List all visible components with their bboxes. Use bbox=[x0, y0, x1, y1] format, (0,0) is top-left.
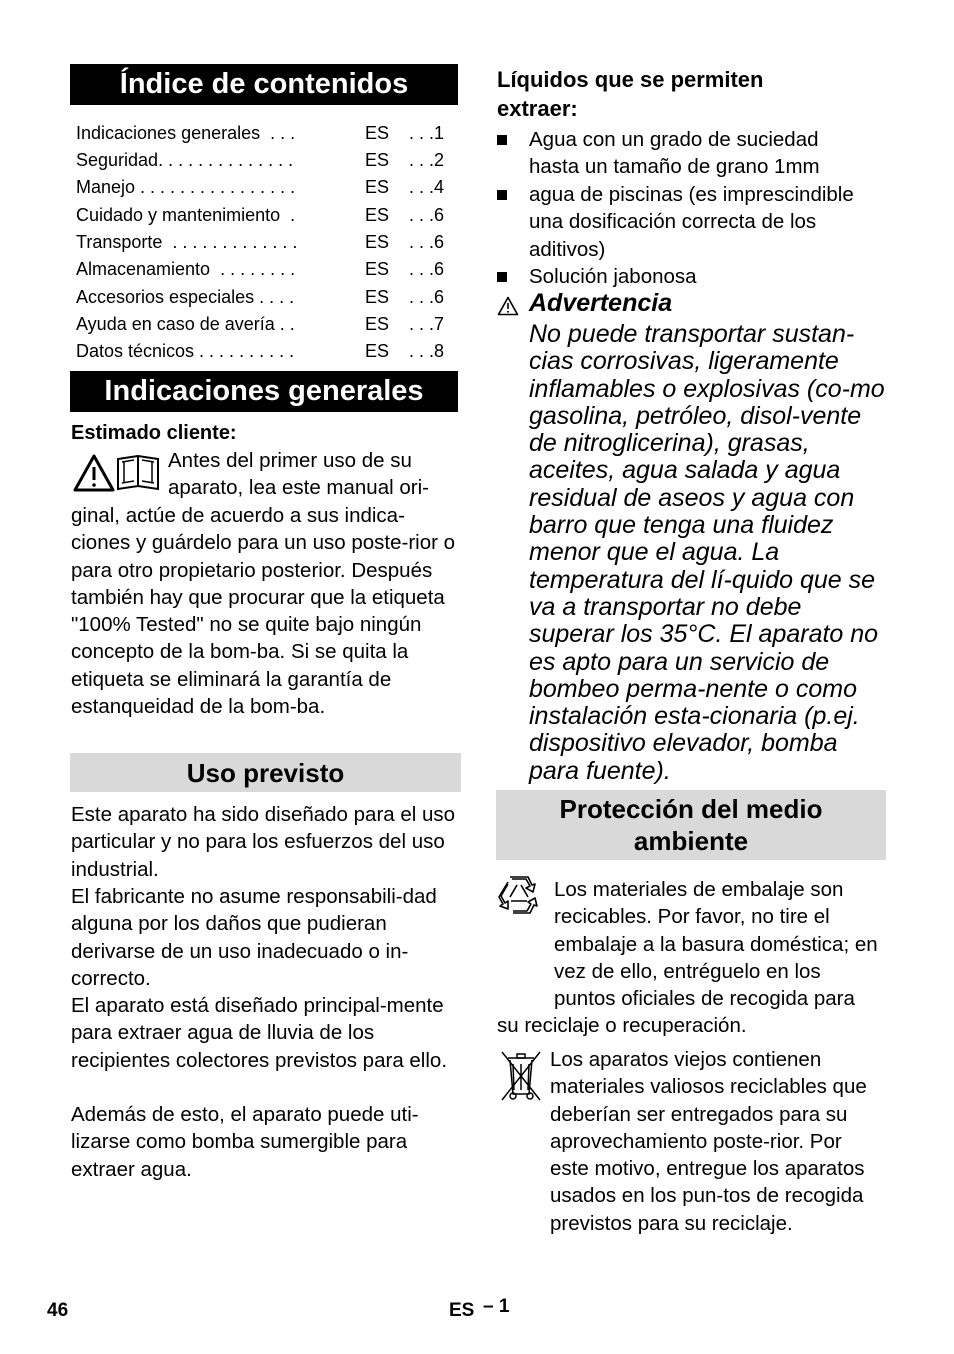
recycle-tail: su reciclaje o recuperación. bbox=[497, 1014, 747, 1037]
toc-title: Índice de contenidos bbox=[119, 68, 409, 100]
bullet-text: Solución jabonosa bbox=[529, 265, 697, 288]
uso-paragraph: El fabricante no asume responsabili-dad alguna por los daños que pudieran derivarse de un uso inadecuado o in-correcto. bbox=[71, 885, 437, 990]
toc-row[interactable] bbox=[76, 150, 456, 177]
toc-item-title: Indicaciones generales . . . bbox=[76, 123, 296, 143]
toc-item-page: . . .8 bbox=[409, 341, 445, 361]
toc-item-page: . . .2 bbox=[409, 150, 445, 170]
toc-item-lang: ES bbox=[365, 123, 390, 143]
toc-item-lang: ES bbox=[365, 177, 390, 197]
uso-paragraph: Además de esto, el aparato puede uti-lizarse como bomba sumergible para extraer agua. bbox=[71, 1103, 419, 1181]
general-heading bbox=[70, 371, 458, 412]
toc-item-title: Cuidado y mantenimiento . bbox=[76, 205, 296, 225]
toc-item-lang: ES bbox=[365, 287, 390, 307]
toc-item-lang: ES bbox=[365, 259, 390, 279]
toc-row[interactable] bbox=[76, 123, 456, 150]
toc-item-title: Transporte . . . . . . . . . . . . . bbox=[76, 232, 298, 252]
bullet-square-icon bbox=[497, 190, 507, 200]
general-title: Indicaciones generales bbox=[104, 375, 424, 407]
general-intro-line: aparato, lea este manual ori- bbox=[168, 476, 429, 499]
toc-item-title: Ayuda en caso de avería . . bbox=[76, 314, 295, 334]
uso-paragraph: Este aparato ha sido diseñado para el uso particular y no para los esfuerzos del uso industrial. bbox=[71, 803, 456, 881]
uso-paragraph: El aparato está diseñado principal-mente para extraer agua de lluvia de los recipientes colectores previstos para ello. bbox=[71, 994, 448, 1072]
toc-heading bbox=[70, 64, 458, 105]
bullet-square-icon bbox=[497, 135, 507, 145]
weee-text: Los aparatos viejos contienen materiales valiosos reciclables que deberían ser entregados para su aprovechamiento poste-rior. Por este motivo, entregue los aparatos usados en los pun-tos de recogida previstos para su reciclaje. bbox=[550, 1048, 867, 1235]
warning-label: Advertencia bbox=[529, 289, 673, 317]
page-number: 46 bbox=[47, 1300, 69, 1321]
toc-item-page: . . .6 bbox=[409, 287, 445, 307]
toc-item-lang: ES bbox=[365, 205, 390, 225]
environment-heading bbox=[496, 790, 886, 860]
toc-item-title: Almacenamiento . . . . . . . . bbox=[76, 259, 296, 279]
footer-subpage: – 1 bbox=[483, 1296, 510, 1317]
toc-row[interactable] bbox=[76, 287, 456, 314]
toc-item-title: Manejo . . . . . . . . . . . . . . . . bbox=[76, 177, 296, 197]
crossed-bin-icon bbox=[498, 1048, 544, 1102]
recycle-text: Los materiales de embalaje son recicables. Por favor, no tire el embalaje a la basura doméstica; en vez de ello, entréguelo en los puntos oficiales de recogida para bbox=[554, 878, 878, 1011]
footer-lang: ES bbox=[449, 1300, 475, 1321]
bullet-square-icon bbox=[497, 272, 507, 282]
warning-text: No puede transportar sustan-cias corrosivas, ligeramente inflamables o explosivas (co-mo gasolina, petróleo, disol-vente de nitroglicerina), grasas, aceites, agua salada y agua residual de aseos y agua con barro que tenga una fluidez menor que el agua. La temperatura del lí-quido que se va a transportar no debe superar los 35°C. El aparato no es apto para un servicio de bombeo perma-nente o como instalación esta-cionaria (p.ej. dispositivo elevador, bomba para fuente). bbox=[529, 320, 885, 785]
toc-item-lang: ES bbox=[365, 150, 390, 170]
toc-item-title: Seguridad. . . . . . . . . . . . . . bbox=[76, 150, 294, 170]
toc-row[interactable] bbox=[76, 177, 456, 204]
uso-heading bbox=[70, 753, 461, 792]
toc-item-page: . . .4 bbox=[409, 177, 445, 197]
toc-item-lang: ES bbox=[365, 341, 390, 361]
general-intro-line: Antes del primer uso de su bbox=[168, 449, 412, 472]
toc-row[interactable] bbox=[76, 259, 456, 286]
toc-item-page: . . .6 bbox=[409, 205, 445, 225]
toc-item-title: Datos técnicos . . . . . . . . . . bbox=[76, 341, 295, 361]
toc-item-page: . . .6 bbox=[409, 232, 445, 252]
general-body: ginal, actúe de acuerdo a sus indica-ciones y guárdelo para un uso poste-rior o para otro propietario posterior. Después también hay que procurar que la etiqueta "100% Tested" no se quite bajo ningún concepto de la bom-ba. Si se quita la etiqueta se eliminará la garantía de estanqueidad de la bom-ba. bbox=[71, 504, 456, 719]
toc-item-page: . . .6 bbox=[409, 259, 445, 279]
toc-row[interactable] bbox=[76, 205, 456, 232]
liquidos-title: Líquidos que se permiten extraer: bbox=[497, 67, 764, 121]
toc-row[interactable] bbox=[76, 341, 456, 368]
toc-item-lang: ES bbox=[365, 314, 390, 334]
uso-title: Uso previsto bbox=[186, 757, 345, 788]
toc-item-page: . . .1 bbox=[409, 123, 445, 143]
bullet-text: Agua con un grado de suciedad hasta un tamaño de grano 1mm bbox=[529, 128, 820, 179]
toc-row[interactable] bbox=[76, 314, 456, 341]
warning-triangle-icon bbox=[497, 296, 519, 316]
warning-book-icon bbox=[72, 453, 162, 493]
toc-item-page: . . .7 bbox=[409, 314, 445, 334]
bullet-text: agua de piscinas (es imprescindible una dosificación correcta de los aditivos) bbox=[529, 183, 854, 261]
toc-item-title: Accesorios especiales . . . . bbox=[76, 287, 295, 307]
recycle-icon bbox=[497, 875, 541, 915]
toc-item-lang: ES bbox=[365, 232, 390, 252]
dear-customer-label: Estimado cliente: bbox=[71, 422, 237, 444]
environment-title: Protección del medio ambiente bbox=[559, 794, 823, 856]
toc-row[interactable] bbox=[76, 232, 456, 259]
